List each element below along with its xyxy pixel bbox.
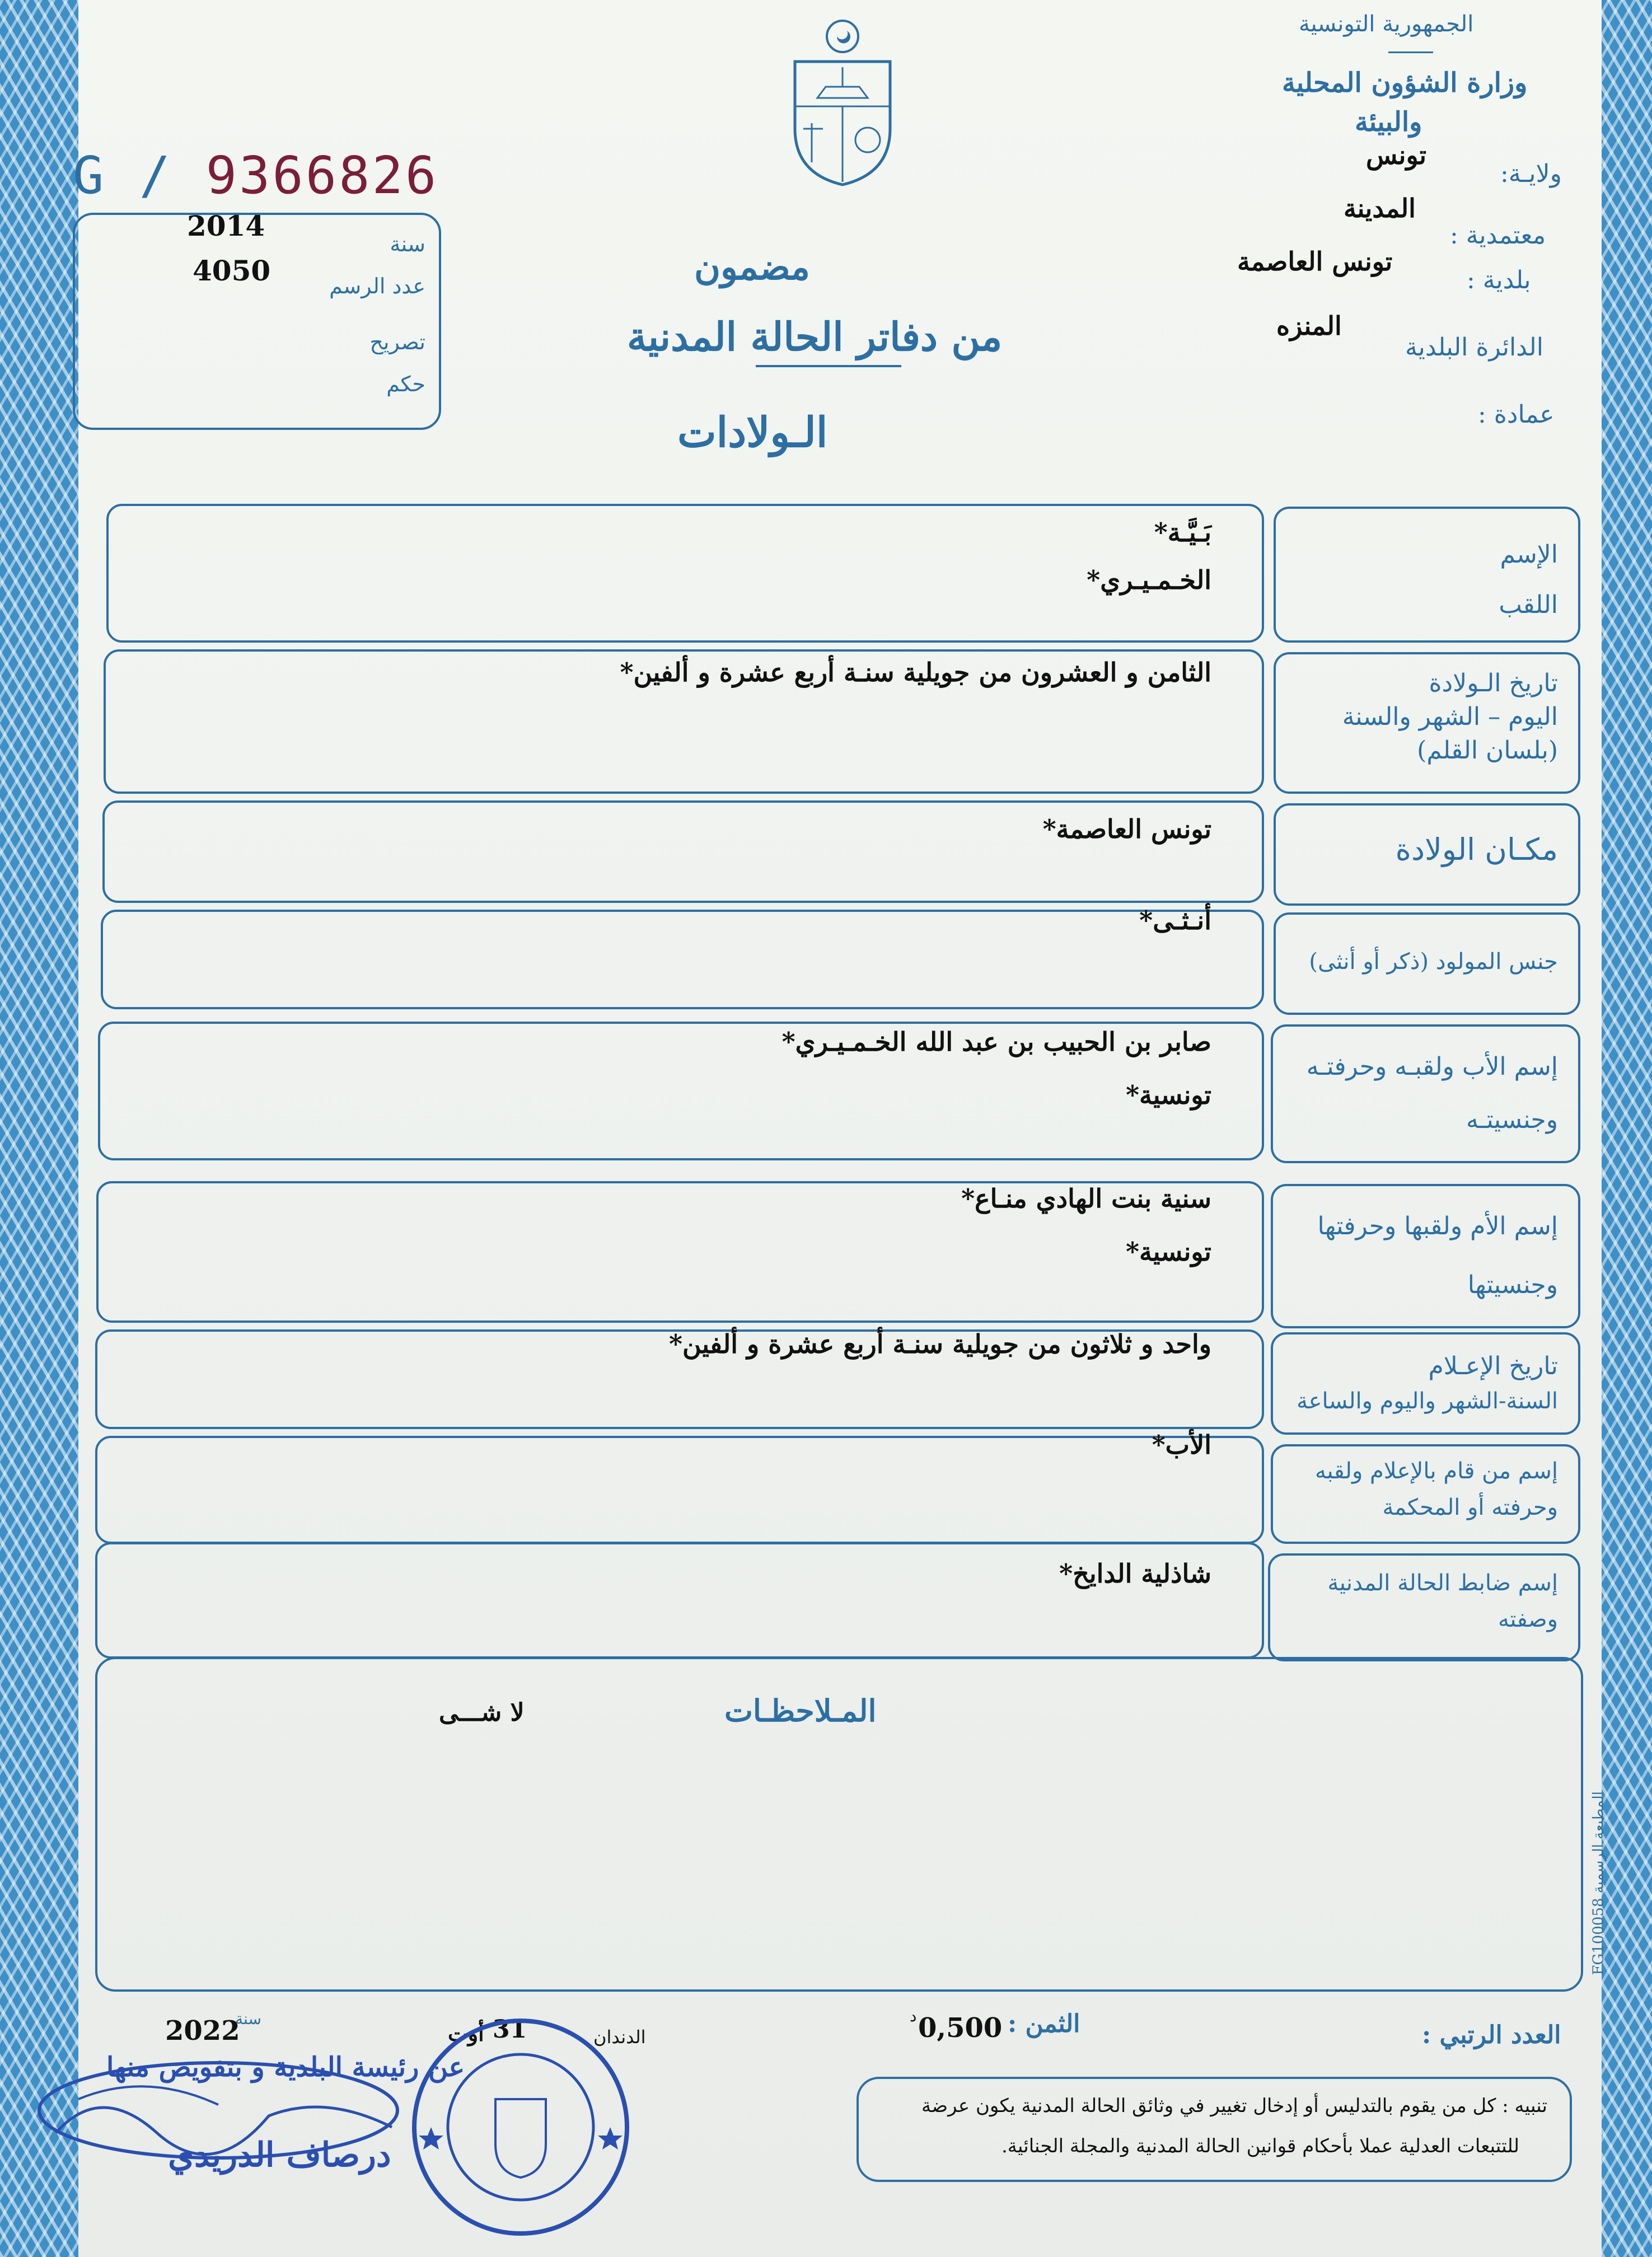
issue-day: 31	[493, 2015, 527, 2044]
notes-value: لا شـــى	[439, 1698, 525, 1727]
municipal-stamp-icon	[403, 2010, 638, 2245]
serial-prefix: G /	[73, 146, 173, 205]
father-label: إسم الأب ولقبـه وحرفتـه	[1306, 1052, 1558, 1081]
register-number-label: عدد الرسم	[329, 274, 425, 298]
birth-place-value: تونس العاصمة*	[1042, 814, 1211, 844]
declaration-date-value: واحد و ثلاثون من جويلية سنـة أربع عشرة و ألفين*	[669, 1329, 1211, 1359]
declaration-date-label: تاريخ الإعـلام	[1428, 1352, 1558, 1380]
notes-box	[95, 1657, 1583, 1992]
register-year-label: سنة	[390, 232, 425, 256]
signature-authority-line: عن رئيسة البلدية و بتفويض منها	[106, 2052, 465, 2083]
register-year-value: 2014	[187, 209, 265, 242]
declarant-value-box	[95, 1430, 1264, 1544]
register-number-value: 4050	[193, 254, 271, 287]
tunisia-coat-of-arms-icon	[778, 17, 907, 190]
register-box	[73, 209, 441, 430]
birth-date-value-box	[104, 649, 1264, 794]
republic-title: الجمهورية التونسية	[1299, 11, 1474, 37]
registrar-label-box	[1268, 1553, 1580, 1661]
declarant-label-box	[1271, 1444, 1580, 1544]
sequence-number-label: العدد الرتبي :	[1422, 2021, 1561, 2049]
signatory-name: درصاف الدريدي	[168, 2136, 391, 2175]
baladia-label: بلدية :	[1467, 266, 1531, 294]
notes-label: المـلاحظـات	[724, 1693, 877, 1729]
last-name: الخـمـيـري*	[1087, 565, 1211, 595]
price-label: الثمن :	[1008, 2010, 1080, 2038]
issue-month: أوت	[448, 2021, 484, 2046]
header-divider	[1388, 51, 1433, 53]
sex-label-box	[1274, 912, 1580, 1015]
mother-label-box	[1271, 1184, 1580, 1328]
ministry-title-line2: والبيئة	[1355, 106, 1422, 138]
mother-value-box	[96, 1181, 1264, 1323]
register-judgment-label: حكم	[386, 372, 425, 396]
declarant-label: إسم من قام بالإعلام ولقبه	[1315, 1458, 1558, 1484]
daira-label: الدائرة البلدية	[1405, 333, 1543, 362]
ministry-title: وزارة الشؤون المحلية	[1282, 67, 1528, 99]
printer-mark: المطبعة الرسمية FG100058	[1590, 1791, 1607, 1975]
warning-line-2: للتتبعات العدلية عملا بأحكام قوانين الحالة المدنية والمجلة الجنائية.	[1001, 2135, 1519, 2157]
father-label-box	[1271, 1024, 1580, 1163]
surname-label: اللقب	[1499, 591, 1558, 619]
birth-place-label-box	[1274, 803, 1580, 906]
name-value-box	[106, 504, 1264, 643]
issue-year-value: 2022	[165, 2015, 240, 2047]
mother-label: إسم الأم ولقبها وحرفتها	[1317, 1212, 1558, 1240]
father-value-box	[98, 1022, 1264, 1160]
birth-place-value-box	[102, 800, 1264, 903]
birth-date-value: الثامن و العشرون من جويلية سنـة أربع عشرة و ألفين*	[620, 657, 1211, 687]
wilaya-value: تونس	[1366, 140, 1427, 170]
document-subtitle: من دفاتر الحالة المدنية	[627, 313, 1003, 360]
declaration-date-label-box	[1271, 1332, 1580, 1435]
father-name: صابر بن الحبيب بن عبد الله الخـمـيـري*	[781, 1027, 1211, 1057]
declaration-date-sub-label: السنة-الشهر واليوم والساعة	[1297, 1388, 1558, 1414]
birth-date-label-box	[1274, 652, 1580, 794]
declaration-date-value-box	[95, 1329, 1264, 1429]
warning-line-1: تنبيه : كل من يقوم بالتدليس أو إدخال تغيير في وثائق الحالة المدنية يكون عرضة	[921, 2095, 1547, 2117]
price-unit: د	[910, 2007, 917, 2025]
registrar-sub-label: وصفته	[1497, 1607, 1558, 1632]
document-title: مضمون	[694, 246, 810, 288]
sex-value: أنـثـى*	[1139, 905, 1211, 935]
register-type-title: الـولادات	[677, 409, 828, 457]
declarant-sub-label: وحرفته أو المحكمة	[1382, 1495, 1558, 1520]
birth-date-sub-label: اليوم – الشهر والسنة	[1342, 703, 1558, 731]
serial-number	[73, 146, 438, 205]
register-declaration-label: تصريح	[369, 330, 425, 354]
daira-value: المنزه	[1276, 311, 1342, 341]
registrar-label: إسم ضابط الحالة المدنية	[1327, 1570, 1558, 1596]
baladia-value: تونس العاصمة	[1237, 246, 1393, 277]
place-label: الدندان	[593, 2026, 646, 2048]
mother-nationality: تونسية*	[1125, 1237, 1211, 1267]
father-nationality: تونسية*	[1125, 1080, 1211, 1110]
registrar-value-box	[95, 1542, 1264, 1659]
sex-label: جنس المولود (ذكر أو أنثى)	[1309, 949, 1558, 975]
serial-digits: 9366826	[205, 146, 439, 205]
wilaya-label: ولايـة:	[1500, 160, 1562, 188]
subtitle-underline	[756, 365, 901, 367]
registrar-value: شاذلية الدايخ*	[1059, 1558, 1211, 1589]
declarant-value: الأب*	[1152, 1430, 1211, 1460]
mother-name: سنية بنت الهادي منـاع*	[961, 1183, 1211, 1214]
legal-warning-box	[857, 2077, 1572, 2182]
motamadia-value: المدينة	[1344, 193, 1416, 223]
price-value: 0,500	[918, 2012, 1003, 2044]
birth-date-note-label: (بلسان القلم)	[1417, 736, 1558, 765]
name-label: الإسم	[1500, 540, 1558, 569]
birth-date-label: تاريخ الـولادة	[1429, 669, 1558, 697]
issue-year-label: سنة	[235, 2010, 261, 2028]
motamadia-label: معتمدية :	[1450, 221, 1546, 250]
father-nationality-label: وجنسيتـه	[1466, 1106, 1558, 1134]
omada-label: عمادة :	[1478, 400, 1555, 429]
guilloche-border-right	[1602, 0, 1652, 2257]
guilloche-border-left	[0, 0, 84, 2257]
first-name: بَـيَّـة*	[1154, 517, 1211, 547]
birth-place-label: مكـان الولادة	[1395, 832, 1558, 867]
name-label-box	[1274, 507, 1580, 643]
sex-value-box	[101, 905, 1264, 1009]
mother-nationality-label: وجنسيتها	[1467, 1271, 1558, 1299]
